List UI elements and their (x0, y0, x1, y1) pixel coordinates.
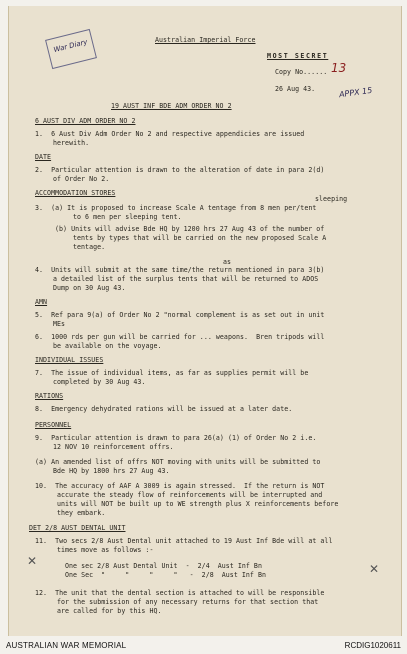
paragraph-line: 8. Emergency dehydrated rations will be issued at a later date. (35, 405, 293, 413)
paragraph-line: (b) Units will advise Bde HQ by 1200 hrs 27 Aug 43 of the number of (55, 225, 325, 233)
paragraph-line: Dump on 30 Aug 43. (53, 284, 126, 292)
document-sheet (8, 6, 402, 636)
paragraph-line: units will NOT be built up to WE strength plus X reinforcements before (57, 500, 339, 508)
paragraph-line: completed by 30 Aug 43. (53, 378, 146, 386)
paragraph-line: for the submission of any necessary returns for that section that (57, 598, 319, 606)
paragraph-line: herewith. (53, 139, 90, 147)
document-header: Australian Imperial Force (155, 36, 256, 44)
paragraph-line: be available on the voyage. (53, 342, 162, 350)
order-title: 19 AUST INF BDE ADM ORDER NO 2 (111, 102, 232, 110)
paragraph-line: 9. Particular attention is drawn to para 26(a) (1) of Order No 2 i.e. (35, 434, 317, 442)
paragraph-line: 5. Ref para 9(a) of Order No 2 "normal complement is as set out in unit (35, 311, 325, 319)
paragraph-line: 2. Particular attention is drawn to the alteration of date in para 2(d) (35, 166, 325, 174)
paragraph-line: to 6 men per sleeping tent. (73, 213, 182, 221)
section-heading: 6 AUST DIV ADM ORDER NO 2 (35, 117, 136, 125)
paragraph-line: (a) An amended list of offrs NOT moving with units will be submitted to (35, 458, 321, 466)
section-heading: DATE (35, 153, 52, 161)
pencil-cross-mark: ✕ (27, 554, 38, 568)
paragraph-line: One Sec " " " " - 2/8 Aust Inf Bn (65, 571, 266, 579)
paragraph-line: 1. 6 Aust Div Adm Order No 2 and respective appendicies are issued (35, 130, 305, 138)
paragraph-line: accurate the steady flow of reinforcements will be interrupted and (57, 491, 323, 499)
section-heading: RATIONS (35, 392, 64, 400)
paragraph-line: they embark. (57, 509, 106, 517)
paragraph-line: 12 NOV 10 reinforcement offrs. (53, 443, 174, 451)
footer-record-id: RCDIG1020611 (344, 641, 401, 650)
paragraph-line: tents by types that will be carried on the new proposed Scale A (73, 234, 327, 242)
paragraph-line: One sec 2/8 Aust Dental Unit - 2/4 Aust Inf Bn (65, 562, 262, 570)
inserted-word: as (223, 258, 232, 266)
paragraph-line: a detailed list of the surplus tents that will be returned to ADOS (53, 275, 319, 283)
section-heading: INDIVIDUAL ISSUES (35, 356, 104, 364)
secrecy-marking: MOST SECRET (267, 52, 329, 60)
paragraph-line: are called for by this HQ. (57, 607, 162, 615)
paragraph-line: times move as follows :- (57, 546, 154, 554)
paragraph-line: 3. (a) It is proposed to increase Scale A tentage from 8 men per/tent (35, 204, 317, 212)
war-diary-stamp-text: War Diary (52, 37, 89, 55)
paragraph-line: 12. The unit that the dental section is attached to will be responsible (35, 589, 325, 597)
paragraph-line: 6. 1000 rds per gun will be carried for ... weapons. Bren tripods will (35, 333, 325, 341)
copy-label: Copy No...... (275, 68, 328, 76)
section-heading: DET 2/8 AUST DENTAL UNIT (29, 524, 126, 532)
section-heading: PERSONNEL (35, 421, 72, 429)
appendix-note: APPX 15 (338, 85, 373, 100)
pencil-cross-mark: ✕ (369, 562, 380, 576)
archive-footer (0, 638, 407, 654)
section-heading: ACCOMMODATION STORES (35, 189, 116, 197)
document-date: 26 Aug 43. (275, 85, 316, 93)
paragraph-line: 7. The issue of individual items, as far as supplies permit will be (35, 369, 309, 377)
inserted-word: sleeping (315, 195, 348, 203)
section-heading: AMN (35, 298, 48, 306)
copy-number: 13 (331, 61, 347, 75)
paragraph-line: 10. The accuracy of AAF A 3009 is again stressed. If the return is NOT (35, 482, 325, 490)
paragraph-line: 11. Two secs 2/8 Aust Dental unit attached to 19 Aust Inf Bde will at all (35, 537, 333, 545)
paragraph-line: 4. Units will submit at the same time/the return mentioned in para 3(b) (35, 266, 325, 274)
paragraph-line: of Order No 2. (53, 175, 110, 183)
paragraph-line: tentage. (73, 243, 106, 251)
paragraph-line: MEs (53, 320, 66, 328)
footer-archive-name: AUSTRALIAN WAR MEMORIAL (6, 641, 127, 650)
war-diary-stamp (45, 29, 97, 69)
paragraph-line: Bde HQ by 1800 hrs 27 Aug 43. (53, 467, 170, 475)
